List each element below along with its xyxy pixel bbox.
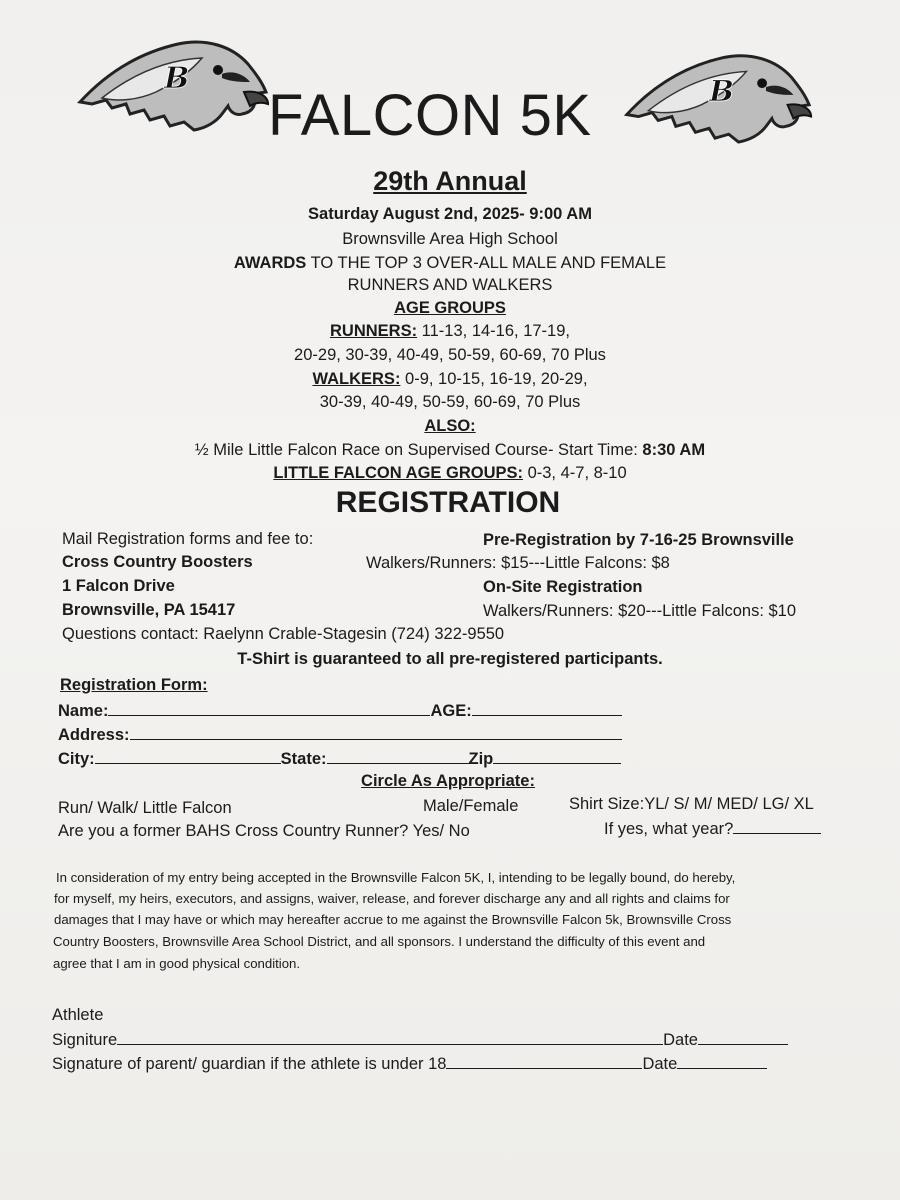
runners-label: RUNNERS: xyxy=(330,322,418,340)
city-row xyxy=(58,749,621,769)
age-label: AGE: xyxy=(430,702,472,720)
runners-groups-1: 11-13, 14-16, 17-19, xyxy=(417,322,570,340)
event-venue: Brownsville Area High School xyxy=(342,230,558,248)
waiver-line-2: for myself, my heirs, executors, and assigns, waiver, release, and forever discharge any and all rights and claims for xyxy=(54,891,730,906)
parent-label: Signature of parent/ guardian if the athlete is under 18 xyxy=(52,1055,447,1073)
registration-heading: REGISTRATION xyxy=(335,486,561,519)
falcon-logo-right xyxy=(618,44,814,144)
athlete-signature-field[interactable] xyxy=(117,1030,663,1045)
city-label: City: xyxy=(58,750,95,768)
walkers-groups-line-1 xyxy=(0,370,900,389)
shirt-options[interactable]: Shirt Size:YL/ S/ M/ MED/ LG/ XL xyxy=(569,795,814,813)
awards-line xyxy=(0,254,900,273)
anniversary-heading: 29th Annual xyxy=(373,166,527,196)
zip-field[interactable] xyxy=(493,749,621,764)
former-runner-question[interactable]: Are you a former BAHS Cross Country Runner? Yes/ No xyxy=(58,822,470,840)
name-field[interactable] xyxy=(108,701,430,716)
age-groups-heading: AGE GROUPS xyxy=(394,299,506,317)
runners-groups-line-2: 20-29, 30-39, 40-49, 50-59, 60-69, 70 Plus xyxy=(294,346,606,364)
year-field[interactable] xyxy=(733,819,821,834)
awards-line-2: RUNNERS AND WALKERS xyxy=(347,276,553,294)
athlete-label: Athlete xyxy=(52,1006,104,1024)
little-falcon-race xyxy=(0,441,900,460)
walkers-label: WALKERS: xyxy=(312,370,401,388)
awards-label: AWARDS xyxy=(233,254,307,272)
type-options[interactable]: Run/ Walk/ Little Falcon xyxy=(58,799,232,817)
year-label: If yes, what year? xyxy=(604,820,734,838)
zip-label: Zip xyxy=(468,750,494,768)
year-row xyxy=(604,819,821,839)
contact-line: Questions contact: Raelynn Crable-Stagesin (724) 322-9550 xyxy=(62,625,505,643)
mail-org: Cross Country Boosters xyxy=(62,553,253,571)
city-field[interactable] xyxy=(95,749,281,764)
parent-date-field[interactable] xyxy=(677,1054,767,1069)
runners-groups-line-1 xyxy=(0,322,900,341)
age-field[interactable] xyxy=(472,701,622,716)
address-row xyxy=(58,725,622,745)
waiver-line-1: In consideration of my entry being accepted in the Brownsville Falcon 5K, I, intending to be legally bound, do hereby, xyxy=(56,870,736,885)
pre-registration: Pre-Registration by 7-16-25 Brownsville xyxy=(483,531,794,549)
walkers-groups-1: 0-9, 10-15, 16-19, 20-29, xyxy=(400,370,588,388)
parent-signature-field[interactable] xyxy=(446,1054,642,1069)
gender-options[interactable]: Male/Female xyxy=(423,797,519,815)
walkers-groups-line-2: 30-39, 40-49, 50-59, 60-69, 70 Plus xyxy=(319,393,581,411)
signiture-label: Signiture xyxy=(52,1031,118,1049)
parent-signature-row xyxy=(52,1054,767,1074)
falcon-logo-left xyxy=(72,30,270,132)
athlete-signature-row xyxy=(52,1030,788,1050)
mail-street: 1 Falcon Drive xyxy=(62,577,175,595)
address-field[interactable] xyxy=(130,725,622,740)
event-date-time: Saturday August 2nd, 2025- 9:00 AM xyxy=(308,205,592,223)
waiver-line-4: Country Boosters, Brownsville Area School District, and all sponsors. I understand the difficulty of this event and xyxy=(53,934,706,949)
state-label: State: xyxy=(280,750,327,768)
onsite-registration: On-Site Registration xyxy=(483,578,643,596)
little-falcon-start-time: 8:30 AM xyxy=(642,441,706,459)
state-field[interactable] xyxy=(327,749,469,764)
athlete-date-field[interactable] xyxy=(698,1030,788,1045)
little-falcon-race-text: ½ Mile Little Falcon Race on Supervised Course- Start Time: xyxy=(194,441,643,459)
address-label: Address: xyxy=(58,726,130,744)
pre-registration-fees: Walkers/Runners: $15---Little Falcons: $8 xyxy=(366,554,670,572)
awards-text: TO THE TOP 3 OVER-ALL MALE AND FEMALE xyxy=(310,254,667,272)
little-falcon-groups xyxy=(0,464,900,483)
waiver-line-3: damages that I may have or which may hereafter accrue to me against the Brownsville Falcon 5k, Brownsville Cross xyxy=(54,912,732,927)
date-label-1: Date xyxy=(663,1031,698,1049)
waiver-line-5: agree that I am in good physical condition. xyxy=(53,956,301,971)
mail-line: Mail Registration forms and fee to: xyxy=(62,530,314,548)
form-heading: Registration Form: xyxy=(60,676,208,694)
tshirt-note: T-Shirt is guaranteed to all pre-registered participants. xyxy=(237,650,663,668)
little-falcon-groups-values: 0-3, 4-7, 8-10 xyxy=(523,464,627,482)
mail-city: Brownsville, PA 15417 xyxy=(62,601,236,619)
onsite-fees: Walkers/Runners: $20---Little Falcons: $10 xyxy=(483,602,797,620)
name-label: Name: xyxy=(58,702,109,720)
logo-letter-left: B xyxy=(164,61,190,96)
logo-letter-right: B xyxy=(709,72,734,108)
name-row xyxy=(58,701,622,721)
event-title: FALCON 5K xyxy=(268,83,592,148)
circle-heading: Circle As Appropriate: xyxy=(361,772,535,790)
date-label-2: Date xyxy=(642,1055,678,1073)
little-falcon-groups-label: LITTLE FALCON AGE GROUPS: xyxy=(273,464,523,482)
also-heading: ALSO: xyxy=(424,417,476,435)
